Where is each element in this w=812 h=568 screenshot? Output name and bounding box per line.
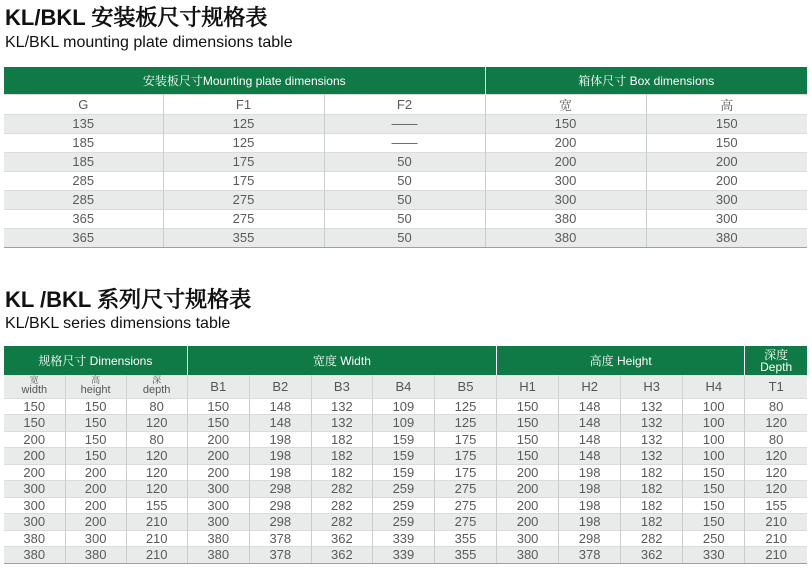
table-cell: 339 (372, 530, 434, 547)
table-cell: 120 (745, 481, 807, 498)
table-cell: 150 (65, 415, 126, 432)
table-cell: 200 (497, 481, 559, 498)
table-cell: 300 (485, 171, 646, 190)
table-cell: 300 (646, 190, 807, 209)
table-cell: 200 (646, 171, 807, 190)
table-cell: 362 (311, 547, 372, 564)
table-cell: 200 (65, 497, 126, 514)
table-cell: 148 (249, 415, 311, 432)
series-dimensions-table (4, 346, 807, 564)
table1-body (4, 114, 807, 247)
table-cell: 155 (126, 497, 187, 514)
table-cell: 80 (126, 398, 187, 415)
table-cell: 125 (163, 114, 324, 133)
table-cell: 50 (324, 209, 485, 228)
table-cell: 132 (621, 415, 683, 432)
height-group-header: 高度 Height (497, 346, 745, 375)
table-cell: 182 (311, 448, 372, 465)
table-cell: 148 (559, 431, 621, 448)
column-header-h4: H4 (683, 375, 745, 398)
table2-title-cn: KL /BKL 系列尺寸规格表 (5, 287, 252, 312)
table-cell: 150 (485, 114, 646, 133)
table-cell: 378 (249, 547, 311, 564)
table-cell: 300 (4, 514, 65, 531)
table-cell: 50 (324, 190, 485, 209)
table-cell: 132 (621, 448, 683, 465)
spec-dimensions-group-header: 规格尺寸 Dimensions (4, 346, 187, 375)
column-header-width-en: width (21, 384, 48, 397)
table2-column-header-row (4, 375, 807, 398)
table-cell: 120 (745, 464, 807, 481)
table-cell: 100 (683, 398, 745, 415)
table-cell: 50 (324, 228, 485, 247)
table-cell: 148 (559, 448, 621, 465)
table-cell: 150 (65, 448, 126, 465)
column-header-b1: B1 (187, 375, 249, 398)
table-cell: 210 (126, 514, 187, 531)
column-header-f2: F2 (324, 94, 485, 114)
table-cell: 120 (126, 464, 187, 481)
table-cell: 200 (646, 152, 807, 171)
table-row (4, 228, 807, 247)
table-cell: 300 (187, 497, 249, 514)
table-cell: 155 (745, 497, 807, 514)
table-cell: 200 (485, 133, 646, 152)
table-cell: 175 (434, 448, 496, 465)
table-row (4, 209, 807, 228)
table-cell: 150 (683, 514, 745, 531)
table-cell: 182 (621, 514, 683, 531)
column-header-height-cn: 高 (91, 375, 101, 386)
depth-group-header-cn: 深度 (764, 347, 789, 362)
table-cell: 80 (126, 431, 187, 448)
table2-group-header (4, 346, 807, 375)
table-cell: 182 (311, 464, 372, 481)
table-cell: 198 (249, 464, 311, 481)
table1-title-cn: KL/BKL 安装板尺寸规格表 (5, 5, 268, 30)
table2-body (4, 398, 807, 563)
table-cell: 300 (646, 209, 807, 228)
mounting-plate-group-header: 安装板尺寸Mounting plate dimensions (4, 67, 485, 94)
table-cell: 150 (497, 431, 559, 448)
table-cell: 282 (311, 481, 372, 498)
table-cell: 300 (485, 190, 646, 209)
table-cell: 298 (249, 481, 311, 498)
box-dimensions-group-header: 箱体尺寸 Box dimensions (485, 67, 807, 94)
table-cell: 148 (559, 415, 621, 432)
table-cell: 132 (621, 398, 683, 415)
table-row (4, 481, 807, 498)
table-cell: 210 (745, 514, 807, 531)
table-cell: 182 (621, 464, 683, 481)
table-cell: 150 (497, 398, 559, 415)
table-cell: 380 (485, 209, 646, 228)
table-cell: 362 (311, 530, 372, 547)
table-cell: 198 (559, 497, 621, 514)
table-cell: 298 (559, 530, 621, 547)
table-cell: 285 (4, 171, 163, 190)
column-header-width-cn: 宽 (29, 375, 39, 386)
table-cell: 132 (311, 398, 372, 415)
table-cell: 378 (249, 530, 311, 547)
table-cell: 275 (163, 190, 324, 209)
table-row (4, 530, 807, 547)
table-cell: 120 (126, 415, 187, 432)
table-cell: 150 (646, 133, 807, 152)
table-cell: 259 (372, 497, 434, 514)
table-cell: 300 (65, 530, 126, 547)
column-header-box-width: 宽 (485, 94, 646, 114)
table-cell: 150 (65, 398, 126, 415)
table-row (4, 152, 807, 171)
table1-title-en: KL/BKL mounting plate dimensions table (5, 34, 293, 51)
column-header-g: G (4, 94, 163, 114)
table-cell: 200 (187, 448, 249, 465)
table-cell: 200 (4, 464, 65, 481)
width-group-header: 宽度 Width (187, 346, 496, 375)
table-cell: 300 (497, 530, 559, 547)
table-row (4, 497, 807, 514)
table-cell: 365 (4, 209, 163, 228)
table-cell: 120 (126, 448, 187, 465)
table-cell: 355 (434, 530, 496, 547)
table-cell: 175 (163, 171, 324, 190)
table-cell: 150 (187, 398, 249, 415)
table-cell: 148 (249, 398, 311, 415)
table-cell: 300 (4, 481, 65, 498)
column-header-depth (126, 375, 187, 398)
table-cell: 132 (621, 431, 683, 448)
table1-column-header-row (4, 94, 807, 114)
column-header-h2: H2 (559, 375, 621, 398)
table-cell: 200 (4, 448, 65, 465)
table-cell: 298 (249, 514, 311, 531)
table-cell: 365 (4, 228, 163, 247)
table-cell: 150 (683, 481, 745, 498)
table-cell: 50 (324, 152, 485, 171)
table-cell: 198 (249, 431, 311, 448)
table-cell: 285 (4, 190, 163, 209)
column-header-h3: H3 (621, 375, 683, 398)
table-cell: 182 (621, 481, 683, 498)
table-cell: 380 (485, 228, 646, 247)
table-cell: 198 (559, 464, 621, 481)
table-cell: 259 (372, 514, 434, 531)
column-header-height (65, 375, 126, 398)
column-header-b3: B3 (311, 375, 372, 398)
table-cell: 200 (485, 152, 646, 171)
table-row (4, 190, 807, 209)
table-cell: 250 (683, 530, 745, 547)
table-cell: —— (324, 133, 485, 152)
table-cell: 159 (372, 448, 434, 465)
table-cell: 210 (745, 547, 807, 564)
table-cell: 100 (683, 415, 745, 432)
table-cell: 100 (683, 431, 745, 448)
table-cell: 380 (187, 547, 249, 564)
column-header-width (4, 375, 65, 398)
table-cell: 182 (311, 431, 372, 448)
table-cell: 282 (621, 530, 683, 547)
table-cell: 159 (372, 464, 434, 481)
table-cell: 200 (497, 497, 559, 514)
table-row (4, 133, 807, 152)
table-cell: 200 (187, 431, 249, 448)
table-cell: 282 (311, 514, 372, 531)
table-cell: 148 (559, 398, 621, 415)
table-cell: 200 (65, 464, 126, 481)
table-cell: 275 (434, 497, 496, 514)
table-cell: 150 (187, 415, 249, 432)
table-row (4, 514, 807, 531)
table-cell: 120 (745, 415, 807, 432)
table-cell: 298 (249, 497, 311, 514)
table-cell: 132 (311, 415, 372, 432)
table-cell: 150 (646, 114, 807, 133)
table-cell: 300 (187, 481, 249, 498)
table-row (4, 398, 807, 415)
table-cell: 125 (434, 398, 496, 415)
column-header-depth-cn: 深 (152, 375, 162, 386)
table-row (4, 431, 807, 448)
table-cell: 380 (4, 547, 65, 564)
column-header-depth-en: depth (142, 384, 171, 397)
table-cell: 198 (559, 481, 621, 498)
table-cell: 380 (646, 228, 807, 247)
table-cell: 175 (434, 464, 496, 481)
table1-group-header (4, 67, 807, 94)
table-cell: 210 (126, 530, 187, 547)
table-cell: 182 (621, 497, 683, 514)
table-cell: 175 (434, 431, 496, 448)
table-cell: 185 (4, 133, 163, 152)
table-cell: 125 (163, 133, 324, 152)
table-cell: 185 (4, 152, 163, 171)
column-header-b4: B4 (372, 375, 434, 398)
table-cell: 355 (163, 228, 324, 247)
table-cell: 150 (683, 497, 745, 514)
table-cell: 200 (187, 464, 249, 481)
table-cell: 300 (4, 497, 65, 514)
column-header-b5: B5 (434, 375, 496, 398)
table-cell: 150 (683, 464, 745, 481)
table-cell: 378 (559, 547, 621, 564)
column-header-f1: F1 (163, 94, 324, 114)
table-cell: 198 (249, 448, 311, 465)
table-cell: 120 (126, 481, 187, 498)
table-cell: 100 (683, 448, 745, 465)
column-header-height-en: height (80, 384, 111, 397)
table-cell: 120 (745, 448, 807, 465)
table-row (4, 464, 807, 481)
table-cell: 200 (497, 514, 559, 531)
table-cell: 159 (372, 431, 434, 448)
table-cell: 380 (65, 547, 126, 564)
depth-group-header-en: Depth (760, 359, 793, 374)
column-header-box-height: 高 (646, 94, 807, 114)
table-cell: 150 (4, 398, 65, 415)
table-row (4, 448, 807, 465)
table-cell: 380 (187, 530, 249, 547)
table-cell: 210 (126, 547, 187, 564)
table-cell: 275 (434, 514, 496, 531)
table-cell: 355 (434, 547, 496, 564)
table-row (4, 415, 807, 432)
depth-group-header (745, 346, 807, 375)
table-cell: 109 (372, 415, 434, 432)
table-cell: 300 (187, 514, 249, 531)
table-cell: 210 (745, 530, 807, 547)
table-cell: 109 (372, 398, 434, 415)
column-header-h1: H1 (497, 375, 559, 398)
table-row (4, 547, 807, 564)
table-cell: 80 (745, 398, 807, 415)
table2-title-en: KL/BKL series dimensions table (5, 315, 231, 332)
table-cell: 200 (65, 514, 126, 531)
table-row (4, 114, 807, 133)
table-cell: 200 (65, 481, 126, 498)
table-cell: 150 (65, 431, 126, 448)
table-cell: 380 (4, 530, 65, 547)
table-cell: 380 (497, 547, 559, 564)
table-cell: 125 (434, 415, 496, 432)
table-cell: 362 (621, 547, 683, 564)
table-cell: —— (324, 114, 485, 133)
table-cell: 200 (4, 431, 65, 448)
table-cell: 259 (372, 481, 434, 498)
table-cell: 150 (4, 415, 65, 432)
table-cell: 339 (372, 547, 434, 564)
table-cell: 275 (163, 209, 324, 228)
column-header-b2: B2 (249, 375, 311, 398)
table-cell: 275 (434, 481, 496, 498)
column-header-t1: T1 (745, 375, 807, 398)
table-cell: 150 (497, 415, 559, 432)
table-cell: 150 (497, 448, 559, 465)
mounting-plate-table (4, 67, 807, 248)
table-cell: 50 (324, 171, 485, 190)
table-cell: 200 (497, 464, 559, 481)
table-cell: 198 (559, 514, 621, 531)
table-cell: 175 (163, 152, 324, 171)
table-cell: 330 (683, 547, 745, 564)
table-row (4, 171, 807, 190)
table-cell: 282 (311, 497, 372, 514)
table-cell: 135 (4, 114, 163, 133)
table-cell: 80 (745, 431, 807, 448)
